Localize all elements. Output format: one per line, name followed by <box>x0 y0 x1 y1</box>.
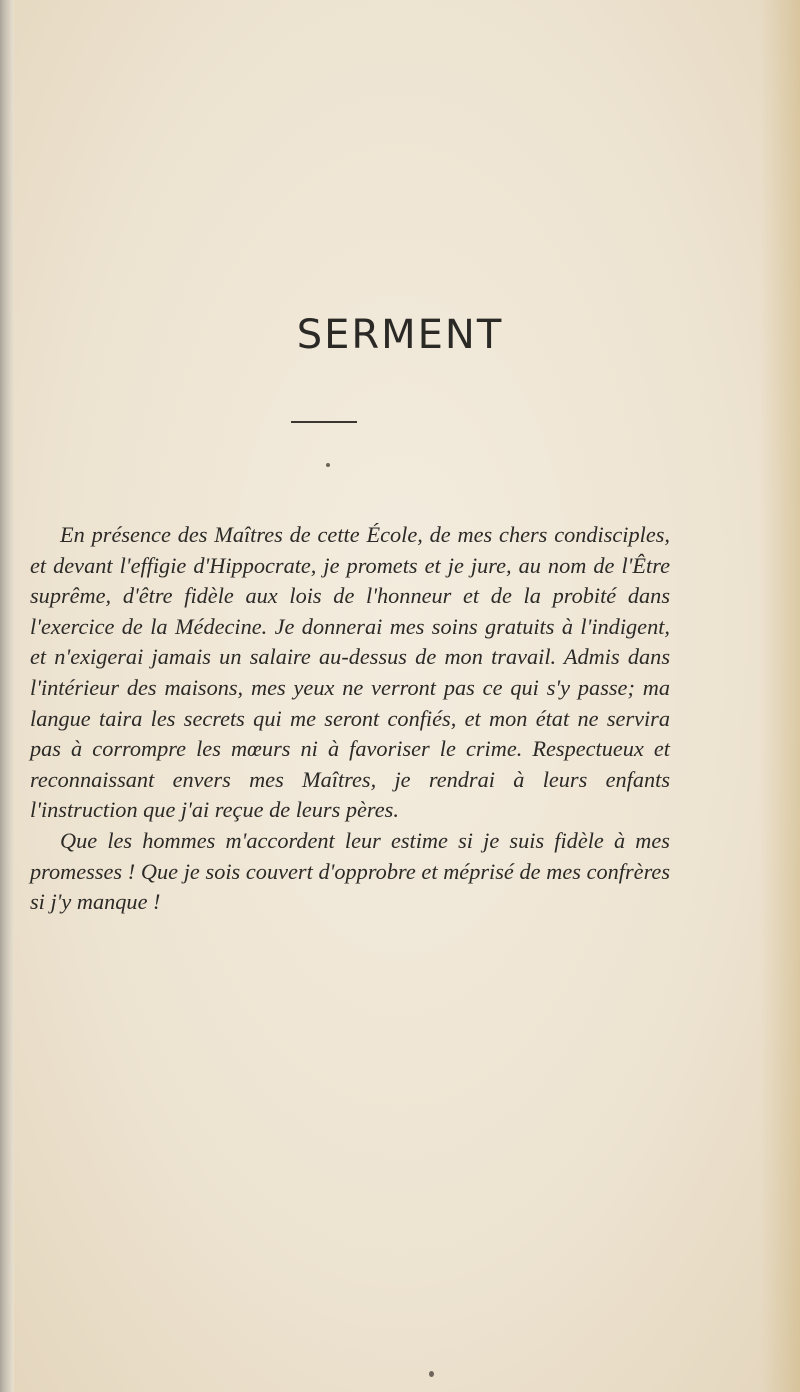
oath-text <box>30 520 670 918</box>
page-title: SERMENT <box>296 312 504 358</box>
oath-paragraph-1: En présence des Maîtres de cette École, de mes chers condisciples, et devant l'effigie d'Hippocrate, je promets et je jure, au nom de l'Être suprême, d'être fidèle aux lois de l'honneur et de la probité dans l'exercice de la Médecine. Je donnerai mes soins gratuits à l'indigent, et n'exigerai jamais un salaire au-dessus de mon travail. Admis dans l'intérieur des maisons, mes yeux ne verront pas ce qui s'y passe; ma langue taira les secrets qui me seront confiés, et mon état ne servira pas à corrompre les mœurs ni à favoriser le crime. Respectueux et reconnaissant envers mes Maîtres, je rendrai à leurs enfants l'instruction que j'ai reçue de leurs pères. <box>30 522 670 823</box>
page-left-edge <box>0 0 14 1392</box>
ornament-dot <box>326 463 330 467</box>
page-right-stain <box>760 0 800 1392</box>
bottom-ornament-dot <box>429 1371 434 1377</box>
oath-paragraph-2: Que les hommes m'accordent leur estime si je suis fidèle à mes promesses ! Que je sois couvert d'opprobre et méprisé de mes confrères si j'y manque ! <box>30 827 670 915</box>
title-divider <box>291 421 357 423</box>
